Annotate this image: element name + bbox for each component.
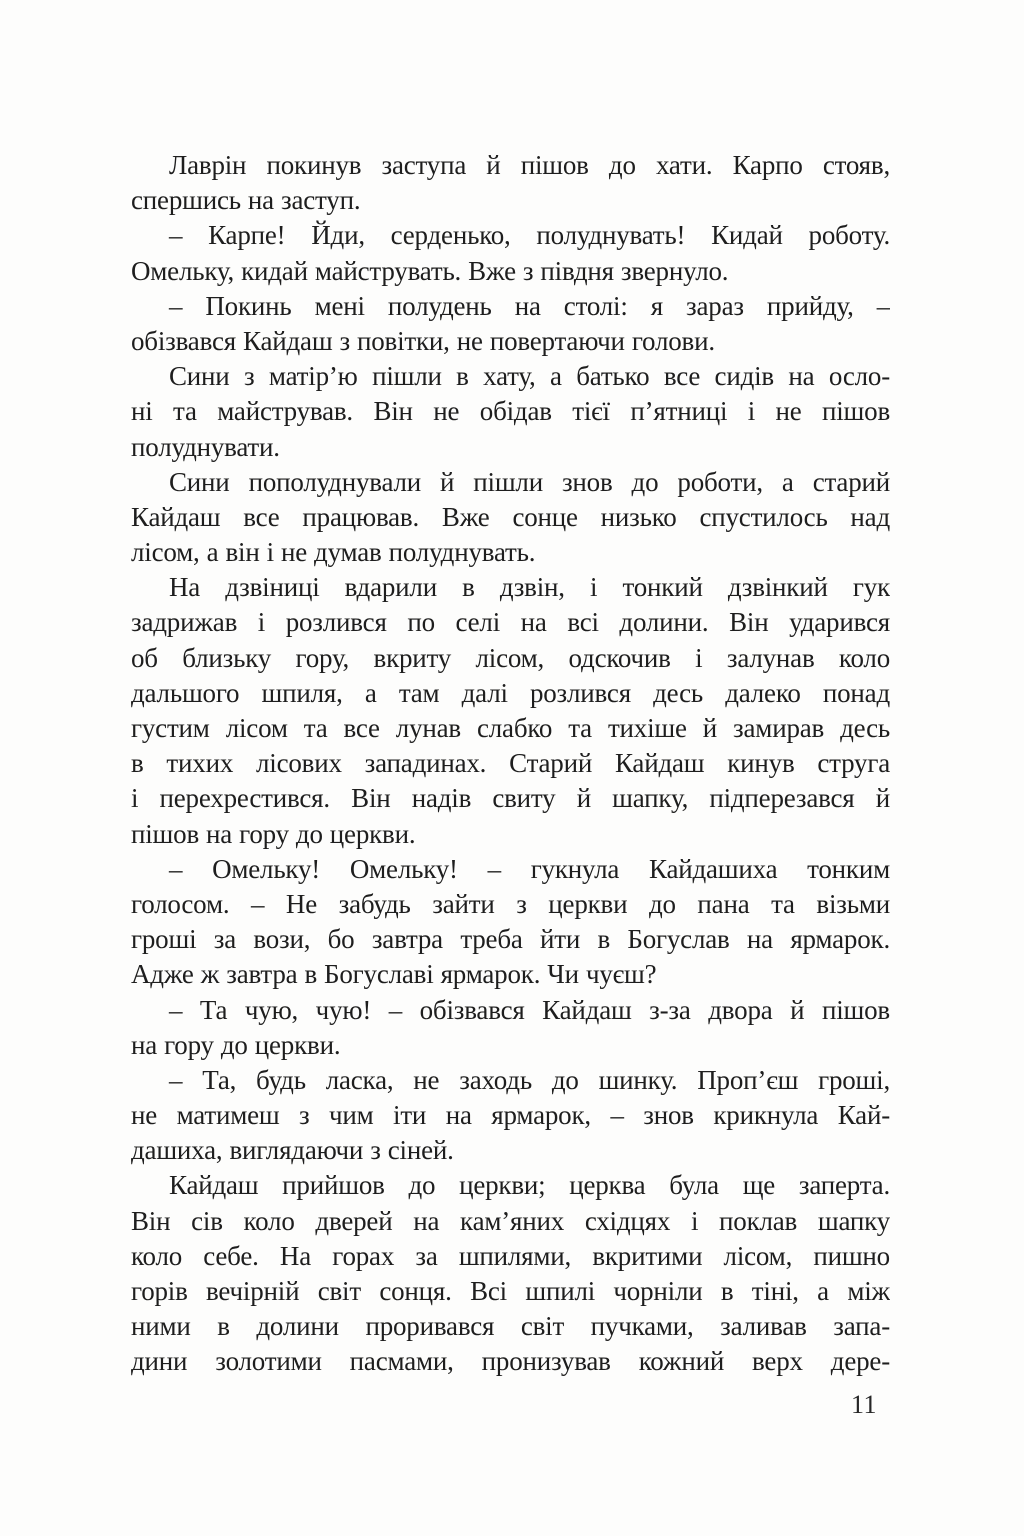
text-line: голосом. – Не забудь зайти з церкви до пана та візьми — [131, 888, 890, 919]
paragraph — [131, 359, 890, 465]
text-line: густим лісом та все лунав слабко та тихіше й замирав десь — [131, 713, 890, 743]
text-line: дашиха, виглядаючи з сіней. — [131, 1135, 454, 1166]
text-line: – Омельку! Омельку! – гукнула Кайдашиха тонким — [169, 853, 890, 884]
text-line: – Карпе! Йди, серденько, полуднувать! Кидай роботу. — [169, 220, 890, 251]
text-line: На дзвіниці вдарили в дзвін, і тонкий дзвінкий гук — [169, 572, 890, 603]
text-line: задрижав і розлився по селі на всі долини. Він ударився — [131, 607, 890, 638]
text-line: горів вечірній світ сонця. Всі шпилі чорніли в тіні, а між — [131, 1276, 890, 1306]
text-line: Адже ж завтра в Богуславі ярмарок. Чи чуєш? — [131, 959, 657, 990]
text-line: в тихих лісових западинах. Старий Кайдаш кинув струга — [131, 748, 890, 779]
text-line: полуднувати. — [131, 431, 280, 462]
paragraph — [131, 148, 890, 218]
text-line: Сини пополуднували й пішли знов до роботи, а старий — [169, 466, 890, 497]
text-line: гроші за вози, бо завтра треба йти в Богуслав на ярмарок. — [131, 924, 890, 955]
paragraph — [131, 1063, 890, 1169]
text-line: дини золотими пасмами, пронизував кожний верх дере- — [131, 1346, 890, 1377]
paragraph — [131, 852, 890, 993]
paragraph — [131, 289, 890, 359]
text-line: дальшого шпиля, а там далі розлився десь далеко понад — [131, 677, 890, 708]
page-number: 11 — [850, 1390, 877, 1419]
text-line: – Та чую, чую! – обізвався Кайдаш з-за двора й пішов — [169, 994, 890, 1025]
text-line: пішов на гору до церкви. — [131, 818, 416, 849]
text-line: лісом, а він і не думав полуднувать. — [131, 537, 536, 568]
text-line: на гору до церкви. — [131, 1029, 341, 1060]
text-line: Він сів коло дверей на кам’яних східцях і поклав шапку — [131, 1205, 890, 1236]
page-text-block — [131, 148, 890, 1380]
text-line: обізвався Кайдаш з повітки, не повертаючи голови. — [131, 325, 715, 356]
text-line: об близьку гору, вкриту лісом, одскочив і залунав коло — [131, 642, 890, 673]
text-line: ні та майстрував. Він не обідав тієї п’ятниці і не пішов — [131, 396, 890, 427]
text-line: Сини з матір’ю пішли в хату, а батько все сидів на осло- — [169, 361, 890, 392]
text-line: спершись на заступ. — [131, 185, 361, 216]
text-line: і перехрестився. Він надів свиту й шапку, підперезався й — [131, 783, 890, 814]
paragraph — [131, 1168, 890, 1379]
paragraph — [131, 218, 890, 288]
text-line: Омельку, кидай майструвать. Вже з півдня звернуло. — [131, 255, 729, 286]
text-line: Кайдаш все працював. Вже сонце низько спустилось над — [131, 501, 890, 532]
text-line: коло себе. На горах за шпилями, вкритими лісом, пишно — [131, 1240, 890, 1271]
text-line: ними в долини проривався світ пучками, заливав запа- — [131, 1311, 890, 1342]
text-line: Лаврін покинув заступа й пішов до хати. Карпо стояв, — [169, 150, 890, 180]
paragraph — [131, 570, 890, 852]
text-line: Кайдаш прийшов до церкви; церква була ще заперта. — [169, 1170, 890, 1201]
text-line: – Та, будь ласка, не заходь до шинку. Проп’єш гроші, — [169, 1064, 890, 1095]
paragraph — [131, 993, 890, 1063]
text-line: не матимеш з чим іти на ярмарок, – знов крикнула Кай- — [131, 1100, 890, 1131]
text-line: – Покинь мені полудень на столі: я зараз прийду, – — [169, 290, 890, 321]
paragraph — [131, 465, 890, 571]
